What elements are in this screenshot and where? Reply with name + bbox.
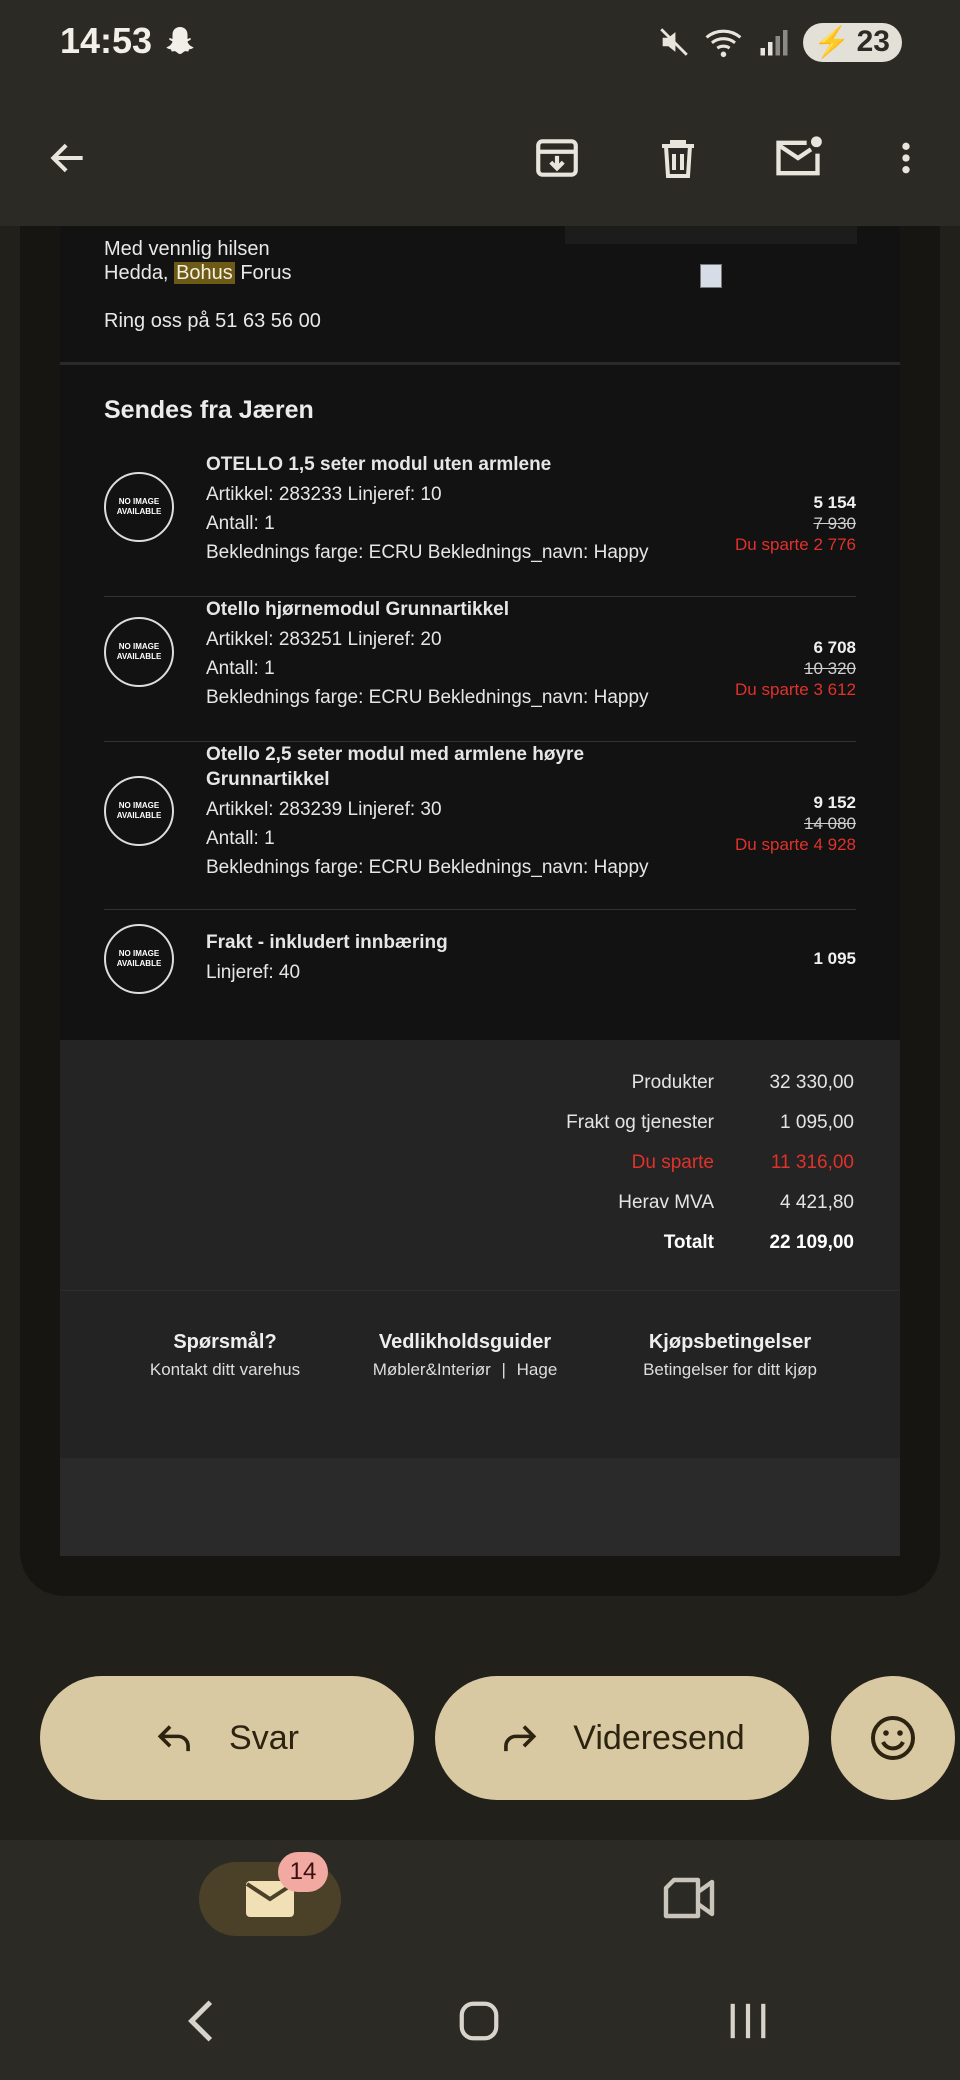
archive-button[interactable] [519,120,595,196]
status-bar [0,0,960,90]
mark-unread-button[interactable] [760,120,836,196]
total-products: Produkter 32 330,00 [631,1072,854,1093]
forward-button[interactable] [435,1676,809,1800]
status-time: 14:53 [60,20,153,61]
header-block [565,226,857,244]
emoji-reaction-button[interactable] [831,1676,955,1800]
item-qty: Antall: 1 [206,658,275,679]
trash-icon [654,134,702,182]
item-name: Frakt - inkludert innbæring [206,932,448,953]
total-sum: Totalt 22 109,00 [663,1232,854,1253]
item-old-price: 14 080 [804,814,856,833]
divider [60,362,900,365]
system-navigation-bar [0,1960,960,2080]
search-highlight: Bohus [176,262,233,284]
item-name: OTELLO 1,5 seter modul uten armlene [206,454,552,475]
item-old-price: 7 930 [813,514,856,533]
footer-care-guides: Vedlikholdsguider Møbler&Interiør | Hage [372,1331,558,1379]
item-price: 9 152 [813,793,856,812]
total-shipping: Frakt og tjenester 1 095,00 [566,1112,854,1133]
status-icons [657,20,902,64]
item-details [206,597,676,712]
more-vert-icon [886,134,926,182]
wifi-icon [705,25,745,59]
recents-icon [726,2000,770,2042]
footer-link-contact[interactable]: Kontakt ditt varehus [149,1360,301,1379]
reply-button[interactable] [40,1676,414,1800]
no-image-placeholder: NO IMAGE AVAILABLE [104,924,174,994]
total-saved: Du sparte 11 316,00 [631,1152,854,1173]
reply-icon [155,1720,195,1756]
item-fabric: Beklednings farge: ECRU Beklednings_navn: Happy [206,542,649,563]
back-button[interactable] [30,120,106,196]
battery-bolt-icon: ⚡ [813,25,851,59]
email-footer [60,1290,900,1459]
smiley-icon [869,1714,917,1762]
footer-link-terms[interactable]: Betingelser for ditt kjøp [643,1360,817,1379]
footer-link-garden[interactable]: Hage [516,1360,558,1379]
item-details [206,742,676,882]
item-name: Otello 2,5 seter modul med armlene høyre Grunnartikkel [206,744,585,790]
system-back-button[interactable] [180,1996,224,2051]
item-qty: Antall: 1 [206,513,275,534]
video-camera-icon [662,1876,718,1920]
item-saved: Du sparte 4 928 [735,835,856,854]
no-image-placeholder: NO IMAGE AVAILABLE [104,617,174,687]
chevron-left-icon [180,1996,224,2046]
snapchat-icon [162,24,198,60]
signature-phone[interactable]: Ring oss på 51 63 56 00 [104,310,321,332]
footer-questions: Spørsmål? Kontakt ditt varehus [120,1331,330,1380]
total-vat: Herav MVA 4 421,80 [618,1192,854,1213]
footer-link-furniture[interactable]: Møbler&Interiør [372,1360,491,1379]
email-toolbar [0,90,960,226]
signature-greeting: Med vennlig hilsen [104,238,270,260]
item-fabric: Beklednings farge: ECRU Beklednings_navn: Happy [206,857,649,878]
item-separator [104,909,856,910]
battery-indicator [803,23,902,62]
battery-level: 23 [856,25,890,58]
item-article: Artikkel: 283251 Linjeref: 20 [206,629,442,650]
system-home-button[interactable] [456,1998,502,2049]
section-title: Sendes fra Jæren [104,396,314,424]
archive-icon [532,133,582,183]
nav-meet-tab[interactable] [660,1868,720,1928]
item-price: 1 095 [813,949,856,968]
item-prices [813,948,856,969]
mute-icon [657,25,691,59]
footer-terms: Kjøpsbetingelser Betingelser for ditt kjøp [620,1331,840,1380]
item-old-price: 10 320 [804,659,856,678]
forward-label: Videresend [573,1718,745,1757]
item-prices [735,492,856,555]
no-image-placeholder: NO IMAGE AVAILABLE [104,472,174,542]
delete-button[interactable] [640,120,716,196]
mark-unread-icon [772,132,824,184]
broken-image-icon [700,264,722,288]
item-article: Artikkel: 283239 Linjeref: 30 [206,799,442,820]
order-totals [60,1040,900,1290]
no-image-placeholder: NO IMAGE AVAILABLE [104,776,174,846]
item-article: Artikkel: 283233 Linjeref: 10 [206,484,442,505]
item-details [206,452,676,567]
footer-bottom-bar [60,1458,900,1556]
item-price: 5 154 [813,493,856,512]
item-price: 6 708 [813,638,856,657]
item-details [206,930,676,987]
item-saved: Du sparte 3 612 [735,680,856,699]
signal-icon [759,27,789,57]
arrow-left-icon [46,136,90,180]
item-fabric: Beklednings farge: ECRU Beklednings_navn: Happy [206,687,649,708]
bottom-navigation [0,1840,960,1960]
more-options-button[interactable] [868,120,944,196]
unread-count-badge: 14 [278,1852,328,1892]
item-prices [735,792,856,855]
item-qty: Antall: 1 [206,828,275,849]
home-icon [456,1998,502,2044]
reply-label: Svar [229,1718,299,1757]
item-prices [735,637,856,700]
signature-name: Hedda, Bohus Forus [104,262,292,284]
item-article: Linjeref: 40 [206,962,301,983]
item-name: Otello hjørnemodul Grunnartikkel [206,599,509,620]
system-recents-button[interactable] [726,2000,770,2047]
item-saved: Du sparte 2 776 [735,535,856,554]
forward-icon [499,1720,539,1756]
